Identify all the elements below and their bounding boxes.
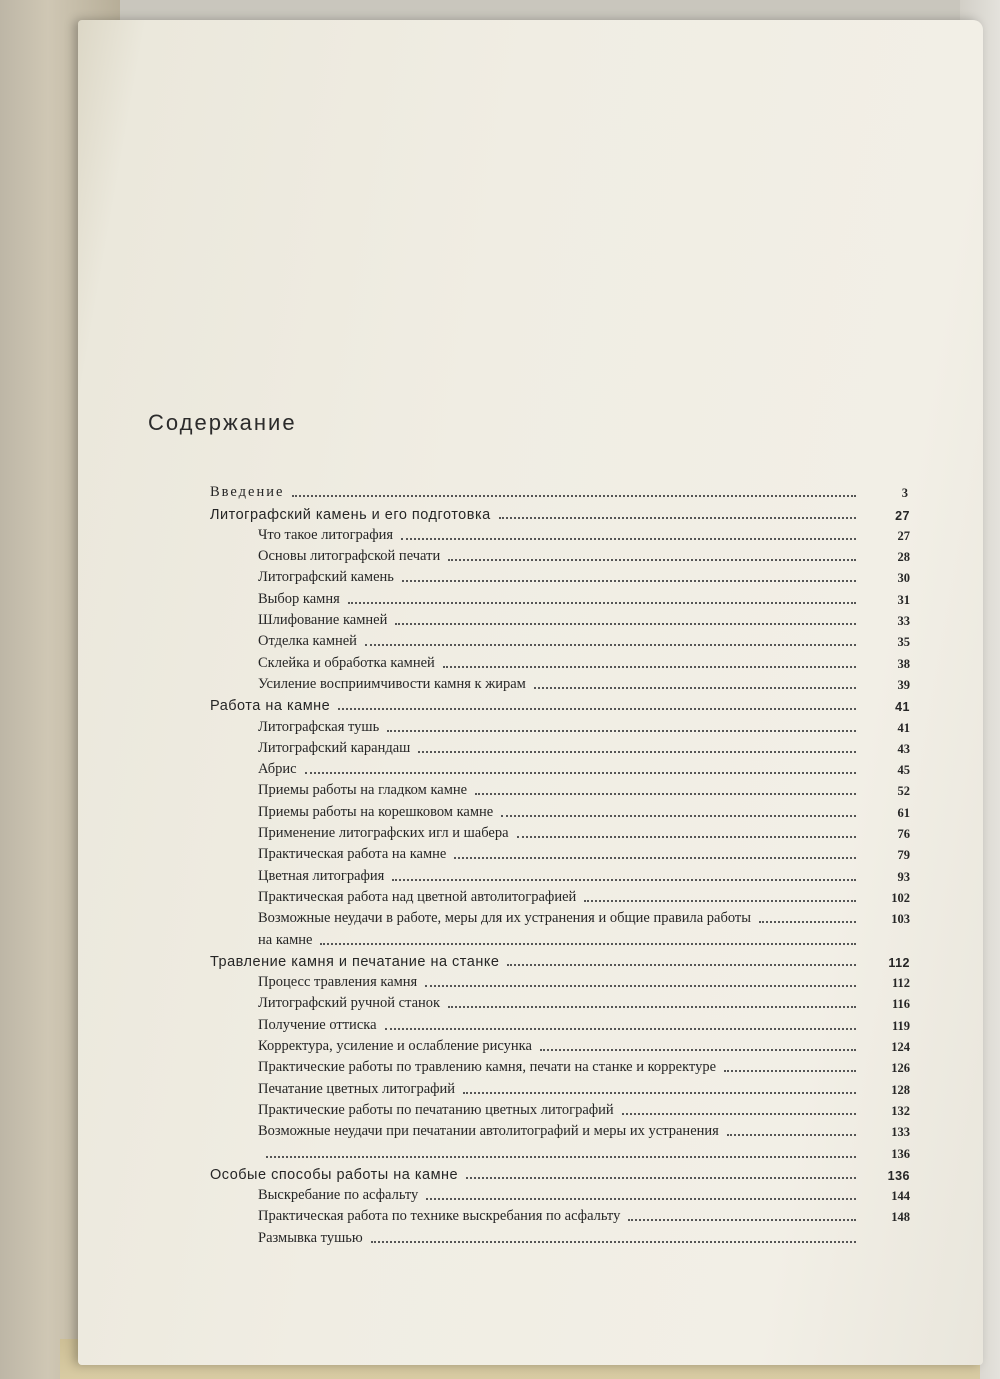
toc-entry	[210, 842, 910, 863]
toc-entry	[210, 1076, 910, 1097]
dot-leader	[534, 687, 856, 689]
dot-leader	[759, 921, 856, 923]
toc-entry-page: 119	[891, 1018, 910, 1033]
toc-entry	[210, 1012, 910, 1033]
toc-entry	[210, 501, 910, 522]
dot-leader	[584, 900, 856, 902]
dot-leader	[425, 985, 856, 987]
toc-entry-page: 132	[891, 1103, 910, 1118]
dot-leader	[348, 602, 856, 604]
toc-entry-label: Литографская тушь	[258, 718, 380, 735]
dot-leader	[387, 730, 856, 732]
toc-entry-label: Склейка и обработка камней	[258, 654, 435, 671]
toc-entry-label: Практические работы по травлению камня, печати на станке и корректуре	[258, 1059, 717, 1076]
dot-leader	[454, 857, 856, 859]
toc-entry-label: Процесс травления камня	[258, 974, 418, 991]
toc-entry-label: Практическая работа на камне	[258, 846, 447, 863]
page-title: Содержание	[148, 410, 297, 435]
toc-entry-label: Приемы работы на корешковом камне	[258, 803, 494, 820]
toc-entry	[210, 736, 910, 757]
toc-entry-page: 28	[897, 550, 910, 565]
toc-entry-page: 39	[897, 677, 910, 692]
toc-entry	[210, 693, 910, 714]
dot-leader	[392, 879, 856, 881]
toc-entry-label: Особые способы работы на камне	[210, 1166, 459, 1183]
dot-leader	[540, 1049, 856, 1051]
toc-entry-page: 30	[897, 571, 910, 586]
toc-entry-label: Возможные неудачи в работе, меры для их устранения и общие правила работы	[258, 910, 751, 927]
toc-entry	[210, 544, 910, 565]
dot-leader	[365, 644, 856, 646]
toc-entry	[210, 650, 910, 671]
toc-entry-label: Печатание цветных литографий	[258, 1080, 456, 1097]
toc-entry-label: Абрис	[258, 761, 297, 778]
toc-entry-page: 133	[891, 1125, 910, 1140]
toc-entry	[210, 970, 910, 991]
toc-entry-page: 93	[897, 869, 910, 884]
dot-leader	[338, 708, 856, 710]
toc-entry-page: 41	[895, 700, 910, 715]
toc-entry-page: 116	[891, 997, 910, 1012]
toc-entry-label: Усиление восприимчивости камня к жирам	[258, 675, 526, 692]
toc-entry	[210, 863, 910, 884]
toc-entry	[210, 757, 910, 778]
toc-entry	[210, 991, 910, 1012]
toc-entry-page: 136	[891, 1146, 910, 1161]
dot-leader	[501, 815, 856, 817]
toc-entry-page: 112	[888, 955, 910, 970]
toc-entry-label: Практическая работа над цветной автолитографией	[258, 888, 577, 905]
dot-leader	[426, 1198, 856, 1200]
toc-entry	[210, 1119, 910, 1140]
dot-leader	[292, 495, 856, 497]
toc-entry-label: Выскребание по асфальту	[258, 1187, 419, 1204]
toc-entry-label: Литографский ручной станок	[258, 995, 441, 1012]
toc-entry-page: 33	[897, 614, 910, 629]
toc-entry-label: Литографский карандаш	[258, 739, 411, 756]
toc-entry	[210, 799, 910, 820]
toc-entry-label: Практическая работа по технике выскребания по асфальту	[258, 1208, 621, 1225]
toc-entry-label: Шлифование камней	[258, 612, 388, 629]
toc-entry	[210, 1034, 910, 1055]
toc-entry-page: 43	[897, 741, 910, 756]
toc-entry-label: Литографский камень и его подготовка	[210, 506, 491, 523]
toc-entry-page: 126	[891, 1061, 910, 1076]
table-of-contents	[210, 480, 910, 1247]
toc-entry-page: 103	[891, 912, 910, 927]
toc-entry-label: Выбор камня	[258, 590, 340, 607]
dot-leader	[320, 943, 856, 945]
toc-entry-label: Практические работы по печатанию цветных литографий	[258, 1101, 614, 1118]
toc-entry-page: 31	[897, 592, 910, 607]
toc-entry-label: Литографский камень	[258, 569, 394, 586]
toc-entry-page: 38	[897, 656, 910, 671]
toc-entry	[210, 714, 910, 735]
toc-entry-label: Травление камня и печатание на станке	[210, 953, 500, 970]
toc-entry-page: 128	[891, 1082, 910, 1097]
toc-entry	[210, 480, 910, 501]
toc-entry	[210, 1183, 910, 1204]
toc-entry-label: Возможные неудачи при печатании автолитографий и меры их устранения	[258, 1123, 719, 1140]
toc-entry-page: 52	[897, 784, 910, 799]
toc-entry	[210, 778, 910, 799]
dot-leader	[371, 1241, 856, 1243]
toc-entry	[210, 608, 910, 629]
toc-entry	[210, 1055, 910, 1076]
dot-leader	[402, 580, 856, 582]
toc-entry	[210, 672, 910, 693]
dot-leader	[466, 1177, 856, 1179]
toc-entry-page: 79	[897, 848, 910, 863]
toc-entry	[210, 885, 910, 906]
dot-leader	[418, 751, 856, 753]
dot-leader	[517, 836, 856, 838]
toc-entry-label: Введение	[210, 484, 285, 501]
dot-leader	[724, 1070, 856, 1072]
toc-entry	[210, 1204, 910, 1225]
toc-entry	[210, 1162, 910, 1183]
toc-entry-label: Отделка камней	[258, 633, 357, 650]
toc-entry-page: 124	[891, 1040, 910, 1055]
dot-leader	[443, 666, 856, 668]
toc-entry-page: 102	[891, 890, 910, 905]
toc-entry-label: на камне	[258, 931, 313, 948]
toc-entry	[210, 565, 910, 586]
toc-entry	[210, 1225, 910, 1246]
toc-entry-page: 41	[897, 720, 910, 735]
dot-leader	[385, 1028, 856, 1030]
toc-entry-page: 144	[891, 1189, 910, 1204]
toc-entry-label: Применение литографских игл и шабера	[258, 825, 509, 842]
dot-leader	[448, 1006, 856, 1008]
dot-leader	[266, 1156, 856, 1158]
dot-leader	[305, 772, 856, 774]
dot-leader	[628, 1219, 856, 1221]
dot-leader	[507, 964, 856, 966]
toc-entry	[210, 1098, 910, 1119]
toc-entry-page: 112	[891, 976, 910, 991]
toc-entry	[210, 523, 910, 544]
toc-entry-page: 45	[897, 763, 910, 778]
toc-entry-label: Размывка тушью	[258, 1229, 363, 1246]
toc-entry-page: 3	[901, 486, 910, 501]
toc-entry-page: 61	[897, 805, 910, 820]
toc-entry-label: Приемы работы на гладком камне	[258, 782, 468, 799]
toc-entry-page: 27	[897, 528, 910, 543]
toc-entry-label: Работа на камне	[210, 698, 331, 715]
toc-entry	[210, 821, 910, 842]
toc-entry-page: 148	[891, 1210, 910, 1225]
dot-leader	[475, 793, 856, 795]
toc-entry-label: Основы литографской печати	[258, 548, 441, 565]
dot-leader	[499, 517, 856, 519]
toc-entry-label: Цветная литография	[258, 867, 385, 884]
toc-entry-label: Корректура, усиление и ослабление рисунка	[258, 1038, 532, 1055]
dot-leader	[463, 1092, 856, 1094]
toc-entry-page: 27	[895, 508, 910, 523]
toc-entry-label: Что такое литография	[258, 526, 394, 543]
dot-leader	[395, 623, 856, 625]
toc-entry-label: Получение оттиска	[258, 1016, 377, 1033]
dot-leader	[401, 538, 856, 540]
toc-entry	[210, 629, 910, 650]
dot-leader	[622, 1113, 856, 1115]
toc-entry	[210, 906, 910, 927]
dot-leader	[448, 559, 856, 561]
toc-entry-page: 76	[897, 827, 910, 842]
toc-entry	[210, 586, 910, 607]
toc-entry	[210, 1140, 910, 1161]
toc-entry-page: 136	[887, 1168, 910, 1183]
toc-entry-page: 35	[897, 635, 910, 650]
dot-leader	[727, 1134, 856, 1136]
toc-entry	[210, 927, 910, 948]
toc-entry	[210, 949, 910, 970]
